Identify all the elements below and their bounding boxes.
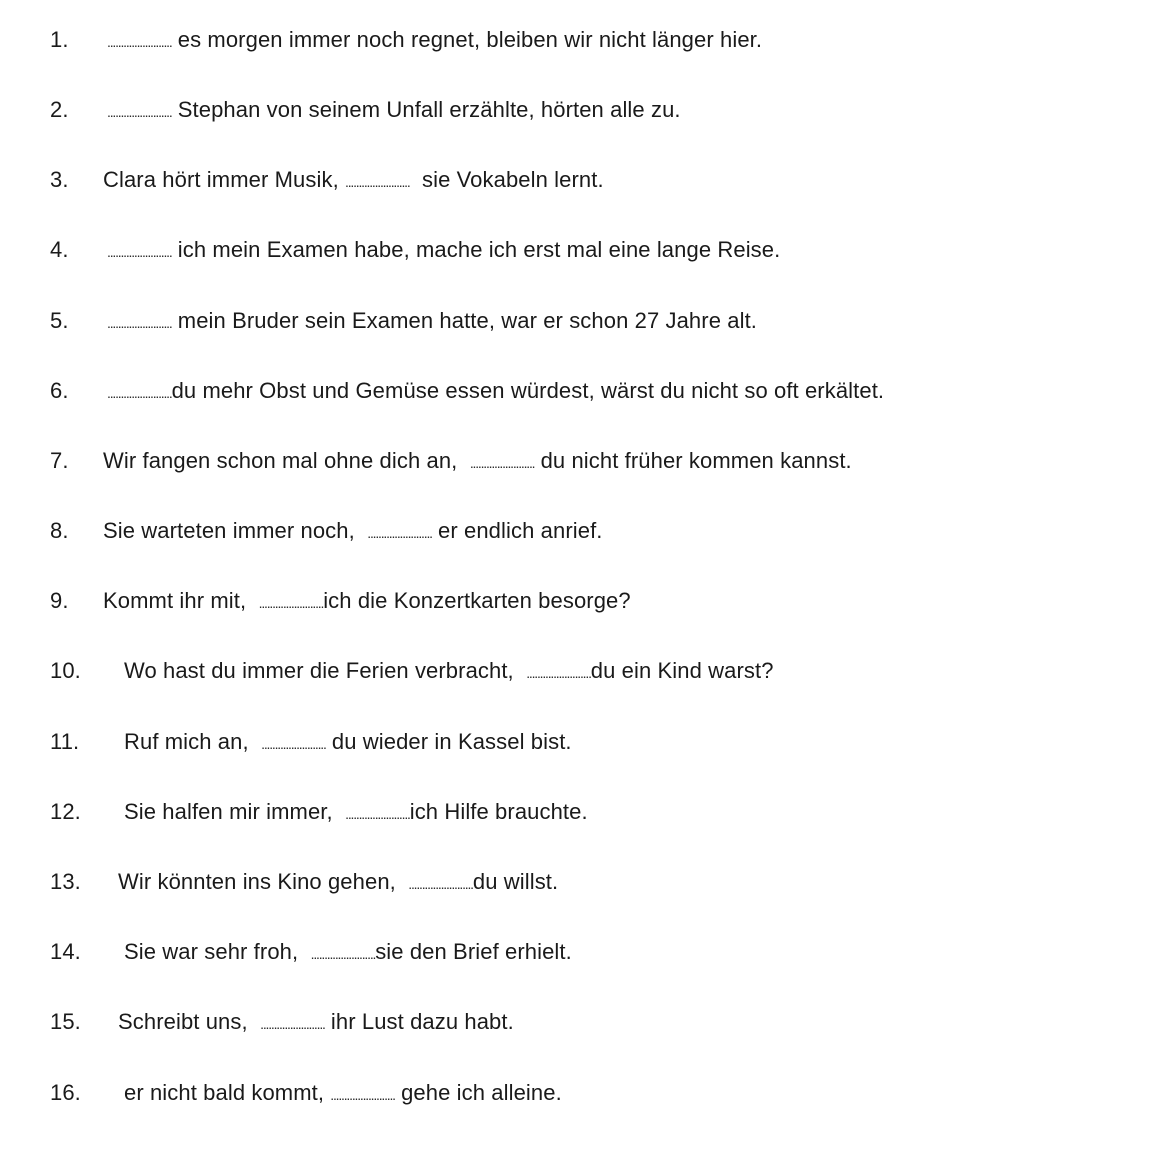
blank-line: ........................ bbox=[526, 665, 591, 681]
blank-line: ........................ bbox=[107, 244, 172, 260]
item-number: 6. bbox=[50, 378, 69, 403]
sentence-after: ihr Lust dazu habt. bbox=[324, 1009, 514, 1034]
item-number: 9. bbox=[50, 588, 69, 613]
sentence-before: Clara hört immer Musik, bbox=[103, 167, 345, 192]
sentence-after: ich Hilfe brauchte. bbox=[409, 799, 588, 824]
sentence-before: Kommt ihr mit, bbox=[103, 588, 259, 613]
blank-line: ........................ bbox=[258, 595, 324, 611]
item-number: 15. bbox=[50, 1009, 81, 1034]
item-number: 12. bbox=[50, 799, 81, 824]
item-number: 3. bbox=[50, 167, 69, 192]
item-number: 16. bbox=[50, 1080, 81, 1105]
blank-line: ........................ bbox=[261, 736, 326, 752]
item-sentence bbox=[124, 651, 774, 693]
sentence-after: du ein Kind warst? bbox=[590, 658, 774, 683]
sentence-before: Wo hast du immer die Ferien verbracht, bbox=[124, 658, 527, 683]
item-number: 2. bbox=[50, 97, 69, 122]
sentence-after: es morgen immer noch regnet, bleiben wir nicht länger hier. bbox=[171, 27, 763, 52]
item-sentence bbox=[107, 90, 681, 132]
sentence-after: gehe ich alleine. bbox=[394, 1080, 562, 1105]
blank-line: ........................ bbox=[107, 315, 172, 331]
blank-line: ........................ bbox=[107, 34, 172, 50]
sentence-after: ich die Konzertkarten besorge? bbox=[323, 588, 631, 613]
item-number: 8. bbox=[50, 518, 69, 543]
item-number: 1. bbox=[50, 27, 69, 52]
blank-line: ........................ bbox=[310, 946, 376, 962]
sentence-after: sie den Brief erhielt. bbox=[375, 939, 572, 964]
sentence-after: du nicht früher kommen kannst. bbox=[534, 448, 852, 473]
blank-line: ........................ bbox=[345, 174, 410, 190]
item-sentence bbox=[107, 301, 757, 343]
item-number: 10. bbox=[50, 658, 81, 683]
item-number: 11. bbox=[50, 729, 80, 754]
sentence-after: ich mein Examen habe, mache ich erst mal eine lange Reise. bbox=[171, 237, 781, 262]
sentence-after: du willst. bbox=[472, 869, 559, 894]
sentence-before: Wir fangen schon mal ohne dich an, bbox=[103, 448, 470, 473]
sentence-after: sie Vokabeln lernt. bbox=[409, 167, 604, 192]
sentence-before: Sie war sehr froh, bbox=[124, 939, 311, 964]
sentence-before: Schreibt uns, bbox=[118, 1009, 261, 1034]
item-number: 13. bbox=[50, 869, 81, 894]
sentence-after: mein Bruder sein Examen hatte, war er schon 27 Jahre alt. bbox=[171, 308, 757, 333]
item-sentence bbox=[107, 371, 884, 413]
sentence-after: du mehr Obst und Gemüse essen würdest, wärst du nicht so oft erkältet. bbox=[171, 378, 885, 403]
item-sentence bbox=[103, 581, 631, 623]
item-number: 14. bbox=[50, 939, 81, 964]
sentence-before: Sie halfen mir immer, bbox=[124, 799, 346, 824]
item-sentence bbox=[107, 20, 762, 62]
blank-line: ........................ bbox=[345, 806, 410, 822]
item-sentence bbox=[124, 792, 588, 834]
sentence-before: er nicht bald kommt, bbox=[124, 1080, 331, 1105]
item-sentence bbox=[118, 1002, 514, 1044]
item-number: 4. bbox=[50, 237, 69, 262]
item-sentence bbox=[118, 862, 558, 904]
blank-line: ........................ bbox=[107, 104, 172, 120]
sentence-before: Ruf mich an, bbox=[124, 729, 262, 754]
item-number: 7. bbox=[50, 448, 69, 473]
sentence-after: Stephan von seinem Unfall erzählte, hörten alle zu. bbox=[171, 97, 681, 122]
item-sentence bbox=[103, 511, 603, 553]
item-sentence bbox=[124, 1073, 562, 1115]
sentence-after: du wieder in Kassel bist. bbox=[325, 729, 572, 754]
item-sentence bbox=[103, 441, 852, 483]
blank-line: ........................ bbox=[367, 525, 432, 541]
blank-line: ........................ bbox=[330, 1087, 395, 1103]
item-sentence bbox=[107, 230, 780, 272]
blank-line: ........................ bbox=[107, 385, 172, 401]
sentence-before: Sie warteten immer noch, bbox=[103, 518, 368, 543]
blank-line: ........................ bbox=[260, 1016, 325, 1032]
blank-line: ........................ bbox=[408, 876, 473, 892]
sentence-after: er endlich anrief. bbox=[431, 518, 603, 543]
item-sentence bbox=[124, 722, 572, 764]
blank-line: ........................ bbox=[469, 455, 535, 471]
item-sentence bbox=[124, 932, 572, 974]
item-sentence bbox=[103, 160, 604, 202]
item-number: 5. bbox=[50, 308, 69, 333]
sentence-before: Wir könnten ins Kino gehen, bbox=[118, 869, 409, 894]
